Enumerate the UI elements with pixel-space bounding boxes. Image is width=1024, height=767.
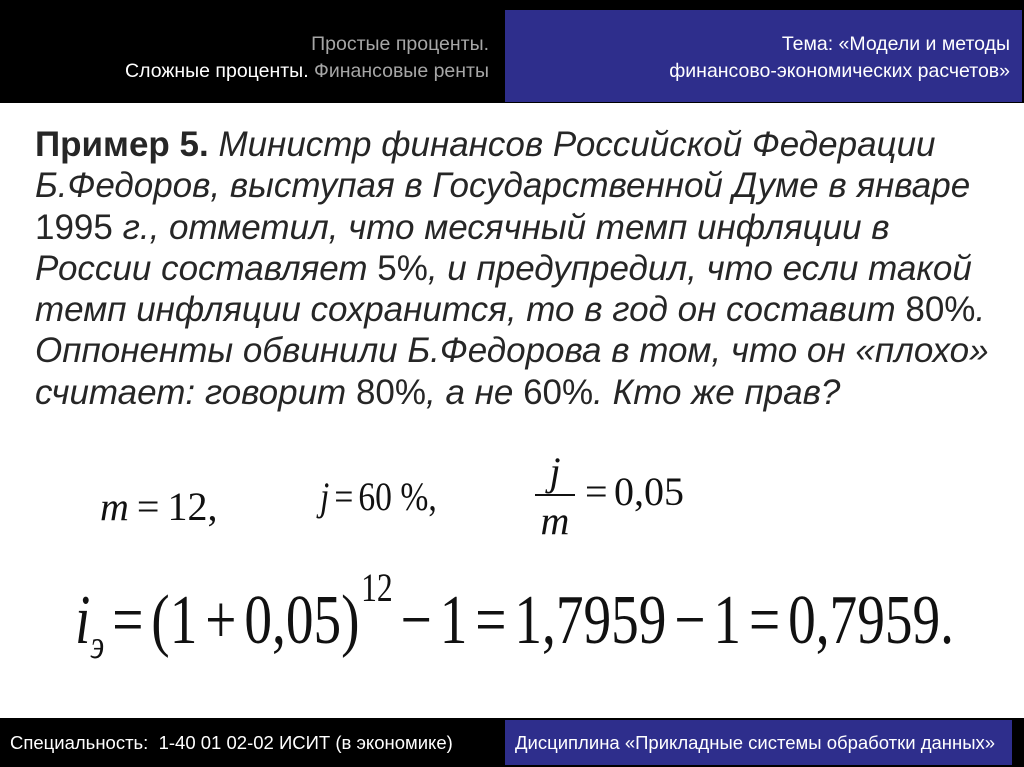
topic-simple-interest: Простые проценты. [311,33,489,55]
example-line-2 [35,165,989,206]
example-text-segment: , а не [426,372,524,412]
effective-rate-formula [75,565,954,667]
example-number: 1995 [35,207,113,247]
example-label: Пример 5. [35,125,209,164]
base-one: 1 [169,582,198,659]
minus-sign: − [674,582,706,659]
annual-rate-value: 60 %, [358,474,437,519]
example-text-segment: г., отметил, что месячный темп инфляции в [112,207,890,247]
equals-sign: = [475,582,507,659]
theme-line-1: Тема: «Модели и методы [781,33,1010,55]
example-line-5 [35,289,989,330]
theme-line-2: финансово-экономических расчетов» [669,60,1010,82]
formula-result: 0,7959. [788,582,954,659]
equals-sign: = [136,484,160,529]
specialty-label: Специальность: 1-40 01 02-02 ИСИТ (в экономике) [10,732,453,753]
theme-panel [505,10,1022,102]
example-number: 80% [905,290,976,330]
equals-sign: = [334,474,354,519]
example-line-4 [35,248,989,289]
topics-panel [0,0,504,103]
minus-sign: − [400,582,432,659]
exponent: 12 [361,565,393,610]
fraction-bar [535,494,575,496]
equals-sign: = [585,468,608,514]
example-text-segment: . [975,290,986,330]
example-number: 80% [355,372,426,412]
equals-sign: = [112,582,144,659]
fraction-denominator: m [540,497,570,543]
months-variable: m [100,484,129,529]
example-text-segment: считает: говорит [35,372,356,412]
slide-footer [0,718,1024,767]
example-text-segment: России составляет [35,248,378,288]
monthly-rate-formula [530,445,700,545]
example-text-segment: . Кто же прав? [593,372,841,412]
fraction-numerator: j [549,448,561,494]
example-number: 60% [523,372,594,412]
example-text-segment: Б.Федоров, выступая в Государственной Думе в январе [35,166,971,206]
plus-sign: + [205,582,237,659]
months-formula [100,484,218,529]
example-text [35,124,989,413]
example-text-segment: Оппоненты обвинили Б.Федорова в том, что он «плохо» [35,331,989,371]
example-text-segment: Министр финансов Российской Федерации [218,125,936,164]
discipline-label: Дисциплина «Прикладные системы обработки данных» [505,720,1012,765]
example-line-3 [35,207,989,248]
example-line-7 [35,372,989,413]
monthly-rate-value: 0,05 [614,468,684,514]
formula-term: 1 [439,582,468,659]
annual-rate-variable: j [320,474,330,519]
formula-term: 1,7959 [514,582,667,659]
topics-row-2 [0,58,489,85]
base-monthly-rate: 0,05 [244,582,342,659]
topic-compound-interest: Сложные проценты. [125,60,309,82]
example-line-6 [35,330,989,371]
annual-rate-formula [320,474,437,519]
equals-sign: = [748,582,781,659]
effective-rate-subscript: э [90,622,105,667]
example-line-1 [35,124,989,165]
open-paren: ( [151,582,170,659]
months-value: 12, [167,484,218,529]
topic-annuities: Финансовые ренты [314,60,489,82]
example-number: 5% [377,248,428,288]
effective-rate-variable: i [75,582,91,659]
close-paren: ) [341,582,360,659]
example-text-segment: , и предупредил, что если такой [427,248,972,288]
example-text-segment: темп инфляции сохранится, то в год он составит [35,290,906,330]
formula-term: 1 [713,582,742,659]
slide-header [0,0,1024,103]
